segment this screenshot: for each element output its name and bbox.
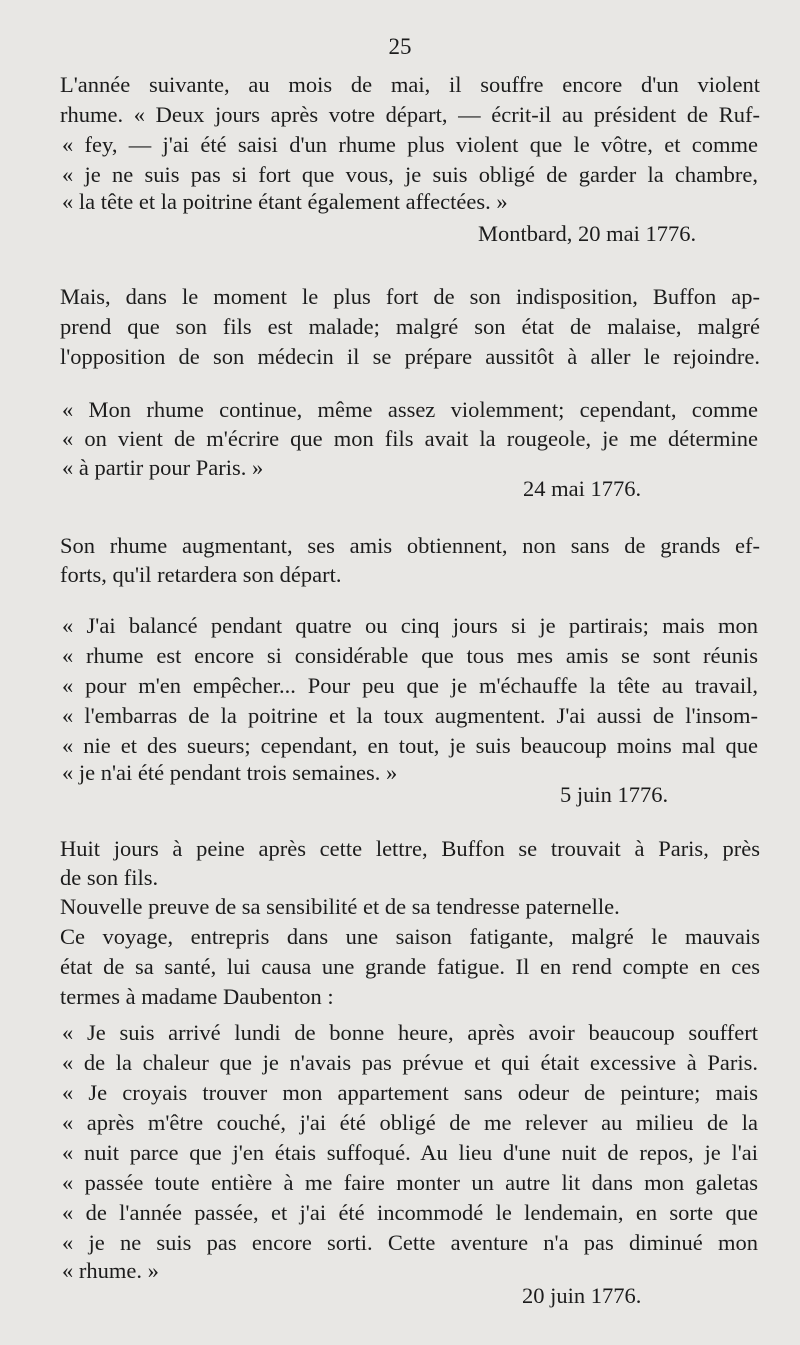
text-line: de son fils. xyxy=(60,865,159,890)
text-line: termes à madame Daubenton : xyxy=(60,984,334,1009)
text-line: Nouvelle preuve de sa sensibilité et de sa tendresse paternelle. xyxy=(60,894,620,919)
text-line: « je n'ai été pendant trois semaines. » xyxy=(62,760,398,785)
text-line: « pour m'en empêcher... Pour peu que je m'échauffe la tête au travail, xyxy=(62,673,758,698)
text-line: « à partir pour Paris. » xyxy=(62,455,264,480)
page-number: 25 xyxy=(388,34,412,59)
text-line: état de sa santé, lui causa une grande fatigue. Il en rend compte en ces xyxy=(60,954,760,979)
text-line: « rhume est encore si considérable que tous mes amis se sont réunis xyxy=(62,643,758,668)
text-line: « J'ai balancé pendant quatre ou cinq jours si je partirais; mais mon xyxy=(62,613,758,638)
text-line: L'année suivante, au mois de mai, il souffre encore d'un violent xyxy=(60,72,760,97)
text-line: « de la chaleur que je n'avais pas prévue et qui était excessive à Paris. xyxy=(62,1050,758,1075)
letter-date: Montbard, 20 mai 1776. xyxy=(478,221,697,246)
text-line: « Je croyais trouver mon appartement sans odeur de peinture; mais xyxy=(62,1080,758,1105)
text-line: prend que son fils est malade; malgré son état de malaise, malgré xyxy=(60,314,760,339)
text-line: « passée toute entière à me faire monter un autre lit dans mon galetas xyxy=(62,1170,758,1195)
text-line: l'opposition de son médecin il se prépare aussitôt à aller le rejoindre. xyxy=(60,344,760,369)
text-line: « l'embarras de la poitrine et la toux augmentent. J'ai aussi de l'insom- xyxy=(62,703,758,728)
text-line: Son rhume augmentant, ses amis obtiennent, non sans de grands ef- xyxy=(60,533,760,558)
text-line: « Mon rhume continue, même assez violemment; cependant, comme xyxy=(62,397,758,422)
text-line: « nie et des sueurs; cependant, en tout, je suis beaucoup moins mal que xyxy=(62,733,758,758)
text-line: rhume. « Deux jours après votre départ, — écrit-il au président de Ruf- xyxy=(60,102,760,127)
text-line: « Je suis arrivé lundi de bonne heure, après avoir beaucoup souffert xyxy=(62,1020,758,1045)
letter-date: 20 juin 1776. xyxy=(522,1283,642,1308)
text-line: « de l'année passée, et j'ai été incommodé le lendemain, en sorte que xyxy=(62,1200,758,1225)
text-line: « la tête et la poitrine étant également affectées. » xyxy=(62,189,508,214)
text-line: « nuit parce que j'en étais suffoqué. Au lieu d'une nuit de repos, je l'ai xyxy=(62,1140,758,1165)
text-line: « après m'être couché, j'ai été obligé de me relever au milieu de la xyxy=(62,1110,758,1135)
text-line: « je ne suis pas encore sorti. Cette aventure n'a pas diminué mon xyxy=(62,1230,758,1255)
text-line: « je ne suis pas si fort que vous, je suis obligé de garder la chambre, xyxy=(62,162,758,187)
letter-date: 5 juin 1776. xyxy=(560,782,669,807)
letter-date: 24 mai 1776. xyxy=(523,476,642,501)
text-line: « fey, — j'ai été saisi d'un rhume plus violent que le vôtre, et comme xyxy=(62,132,758,157)
text-line: forts, qu'il retardera son départ. xyxy=(60,562,342,587)
text-line: « on vient de m'écrire que mon fils avait la rougeole, je me détermine xyxy=(62,426,758,451)
text-line: Ce voyage, entrepris dans une saison fatigante, malgré le mauvais xyxy=(60,924,760,949)
text-line: Mais, dans le moment le plus fort de son indisposition, Buffon ap- xyxy=(60,284,760,309)
text-line: « rhume. » xyxy=(62,1258,159,1283)
text-line: Huit jours à peine après cette lettre, Buffon se trouvait à Paris, près xyxy=(60,836,760,861)
